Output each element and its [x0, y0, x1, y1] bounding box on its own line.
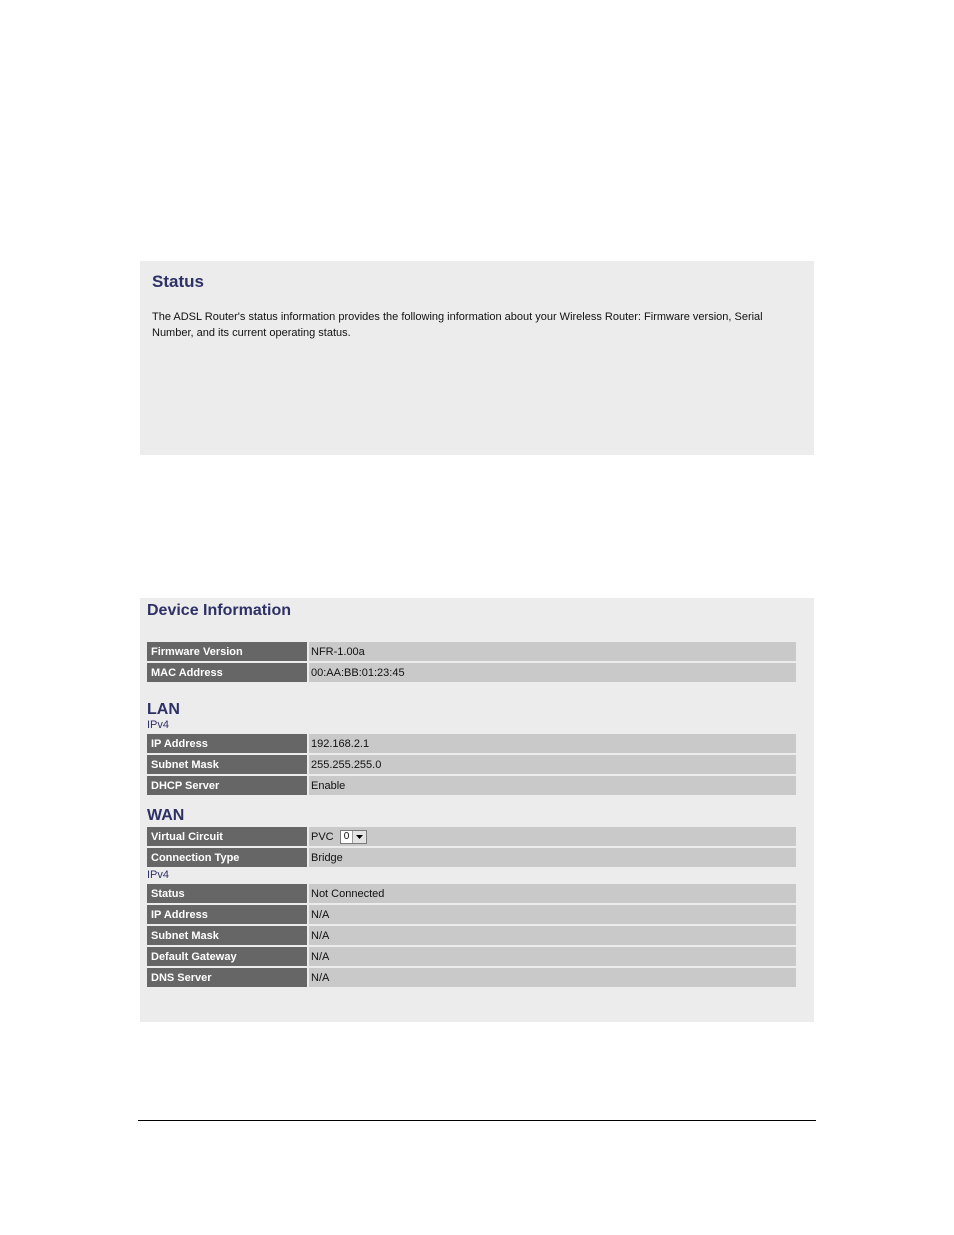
wan-ipv4-subtitle: IPv4	[147, 869, 170, 881]
footer-divider	[138, 1120, 816, 1121]
connection-type-value: Bridge	[309, 848, 796, 867]
lan-ip-address-value: 192.168.2.1	[309, 734, 796, 753]
table-row	[147, 926, 796, 945]
wan-default-gateway-label: Default Gateway	[147, 947, 309, 966]
wan-subnet-mask-value: N/A	[309, 926, 796, 945]
firmware-version-label: Firmware Version	[147, 642, 309, 661]
table-row	[147, 827, 796, 846]
table-row	[147, 905, 796, 924]
table-row	[147, 848, 796, 867]
device-info-table	[147, 640, 796, 684]
device-information-panel	[140, 598, 814, 1022]
table-row	[147, 947, 796, 966]
table-row	[147, 776, 796, 795]
virtual-circuit-selected: 0	[343, 831, 350, 842]
device-information-title: Device Information	[147, 602, 292, 619]
mac-address-label: MAC Address	[147, 663, 309, 682]
lan-info-table	[147, 732, 796, 797]
wan-circuit-table	[147, 825, 796, 869]
table-row	[147, 755, 796, 774]
wan-default-gateway-value: N/A	[309, 947, 796, 966]
wan-status-value: Not Connected	[309, 884, 796, 903]
chevron-down-icon[interactable]	[352, 831, 366, 843]
firmware-version-value: NFR-1.00a	[309, 642, 796, 661]
wan-ip-address-label: IP Address	[147, 905, 309, 924]
table-row	[147, 642, 796, 661]
lan-subnet-mask-value: 255.255.255.0	[309, 755, 796, 774]
table-row	[147, 968, 796, 987]
connection-type-label: Connection Type	[147, 848, 309, 867]
lan-dhcp-server-label: DHCP Server	[147, 776, 309, 795]
mac-address-value: 00:AA:BB:01:23:45	[309, 663, 796, 682]
status-help-panel	[140, 261, 814, 455]
wan-subnet-mask-label: Subnet Mask	[147, 926, 309, 945]
lan-section-title: LAN	[147, 701, 180, 718]
virtual-circuit-label: Virtual Circuit	[147, 827, 309, 846]
status-title: Status	[152, 272, 204, 291]
wan-dns-server-value: N/A	[309, 968, 796, 987]
status-description: The ADSL Router's status information provides the following information about your Wireless Router: Firmware version, Serial Number, and its current operating status.	[152, 311, 763, 339]
pvc-prefix: PVC	[311, 830, 334, 843]
wan-status-label: Status	[147, 884, 309, 903]
table-row	[147, 734, 796, 753]
lan-subnet-mask-label: Subnet Mask	[147, 755, 309, 774]
table-row	[147, 884, 796, 903]
wan-ip-address-value: N/A	[309, 905, 796, 924]
wan-dns-server-label: DNS Server	[147, 968, 309, 987]
lan-dhcp-server-value: Enable	[309, 776, 796, 795]
wan-section-title: WAN	[147, 807, 185, 824]
table-row	[147, 663, 796, 682]
lan-ip-address-label: IP Address	[147, 734, 309, 753]
virtual-circuit-value	[309, 827, 796, 846]
lan-ipv4-subtitle: IPv4	[147, 719, 170, 731]
virtual-circuit-select[interactable]	[340, 830, 368, 844]
wan-ipv4-table	[147, 882, 796, 989]
